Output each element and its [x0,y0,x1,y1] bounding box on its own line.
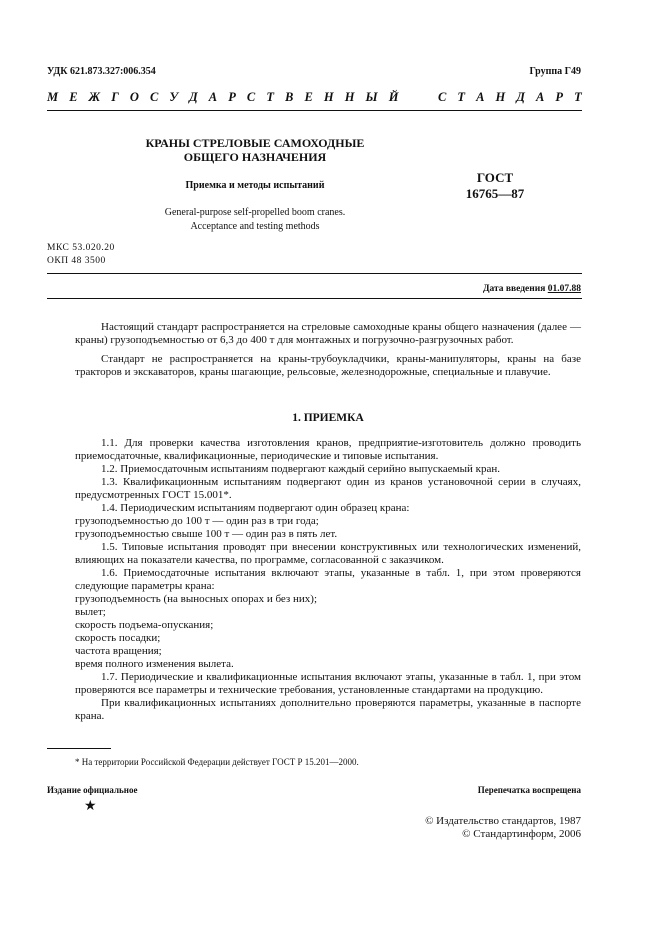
body-paragraph: скорость подъема-опускания; [75,619,214,631]
banner-letter: В [285,90,294,104]
gost-number: 16765—87 [465,186,525,201]
body-paragraph: 1.7. Периодические и квалификационные испытания включают этапы, указанные в табл. 1, при этом проверяются все параметры и технические требования, установленные стандартами на продукцию. [75,671,581,696]
banner-letter: Н [323,90,334,104]
body-paragraph: грузоподъемностью до 100 т — один раз в три года; [75,515,319,527]
reprint-notice: Перепечатка воспрещена [477,785,581,795]
document-subtitle: Приемка и методы испытаний [185,180,325,191]
section-heading: 1. ПРИЕМКА [292,412,364,424]
date-rule [47,298,582,299]
footnote-rule [47,748,111,749]
body-paragraph: скорость посадки; [75,632,161,644]
banner-letter: С [246,90,256,104]
intro-date-value: 01.07.88 [547,284,581,294]
banner-letter: О [129,90,139,104]
banner-letter [410,90,413,105]
header-rule [47,110,582,111]
intro-text [75,321,581,379]
body-paragraph: грузоподъемностью свыше 100 т — один раз в пять лет. [75,528,338,540]
english-title-line-2: Acceptance and testing methods [190,221,320,232]
body-paragraph: 1.2. Приемосдаточным испытаниям подвергают каждый серийно выпускаемый кран. [101,463,501,475]
banner-letter: Д [516,90,525,104]
intro-date-label: Дата введения [482,284,546,294]
banner-letter: Н [344,90,355,104]
banner-letter: М [47,90,59,104]
banner-letter: Г [111,90,119,104]
document-title [120,136,390,164]
body-paragraph: 1.3. Квалификационным испытаниям подвергают один из кранов установочной серии в случаях, предусмотренных ГОСТ 15.001*. [75,476,581,501]
banner-letter: Д [189,90,198,104]
english-title-line-1: General-purpose self-propelled boom cranes. [164,207,346,218]
title-line-1: КРАНЫ СТРЕЛОВЫЕ САМОХОДНЫЕ [145,136,365,150]
gost-label: ГОСТ [476,170,514,185]
classification-codes [47,242,115,268]
body-paragraph: 1.1. Для проверки качества изготовления кранов, предприятие-изготовитель должно проводить приемосдаточные, квалификационные, периодические и типовые испытания. [75,437,581,462]
codes-rule [47,273,582,274]
body-paragraph: грузоподъемность (на выносных опорах и без них); [75,593,318,605]
group-code: Группа Г49 [529,66,581,77]
banner-letter: Е [304,90,313,104]
body-paragraph: При квалификационных испытаниях дополнительно проверяются параметры, указанные в паспорте крана. [75,697,581,722]
banner-letter: А [535,90,545,104]
body-paragraph: частота вращения; [75,645,162,657]
banner-letter: Т [457,90,465,104]
copyright-2006: © Стандартинформ, 2006 [462,828,581,840]
banner-letter: У [169,90,179,104]
standard-banner [47,90,582,105]
banner-letter: Т [574,90,582,104]
copyright-1987: © Издательство стандартов, 1987 [425,815,581,827]
edition-label: Издание официальное [47,785,138,795]
banner-letter: Ы [365,90,378,104]
intro-paragraph-2: Стандарт не распространяется на краны-трубоукладчики, краны-манипуляторы, краны на базе тракторов и экскаваторов, краны шагающие, рельсовые, железнодорожные, специальные и плавучие. [75,353,581,378]
okp-code: ОКП 48 3500 [47,256,106,266]
banner-letter: Р [228,90,236,104]
mks-code: МКС 53.020.20 [47,243,115,253]
banner-letter: Е [69,90,78,104]
copyright [425,815,581,841]
footnote: * На территории Российской Федерации действует ГОСТ Р 15.201—2000. [75,757,359,767]
gost-designation [455,170,535,202]
intro-paragraph-1: Настоящий стандарт распространяется на стреловые самоходные краны общего назначения (далее — краны) грузоподъемностью от 6,3 до 400 т для монтажных и погрузочно-разгрузочных работ. [75,321,581,346]
banner-letter: Й [388,90,399,104]
body-paragraph: вылет; [75,606,106,618]
title-line-2: ОБЩЕГО НАЗНАЧЕНИЯ [183,150,327,164]
banner-letter: С [149,90,159,104]
banner-letter: Т [266,90,274,104]
star-icon: ★ [84,799,97,814]
udk-code: УДК 621.873.327:006.354 [47,66,156,77]
body-paragraph: 1.4. Периодическим испытаниям подвергают один образец крана: [101,502,410,514]
section-body [75,437,581,723]
banner-letter: Р [555,90,563,104]
banner-letter: Н [495,90,506,104]
banner-letter: С [437,90,447,104]
banner-letter: Ж [88,90,101,104]
banner-letter: А [208,90,218,104]
banner-letter: А [476,90,485,104]
english-title [120,206,390,234]
banner-letter [424,90,427,105]
body-paragraph: 1.6. Приемосдаточные испытания включают этапы, указанные в табл. 1, при этом проверяются следующие параметры крана: [75,567,581,592]
body-paragraph: 1.5. Типовые испытания проводят при внесении конструктивных или технологических изменений, влияющих на показатели качества, по программе, согласованной с заказчиком. [75,541,581,566]
intro-date [483,284,581,294]
body-paragraph: время полного изменения вылета. [75,658,234,670]
